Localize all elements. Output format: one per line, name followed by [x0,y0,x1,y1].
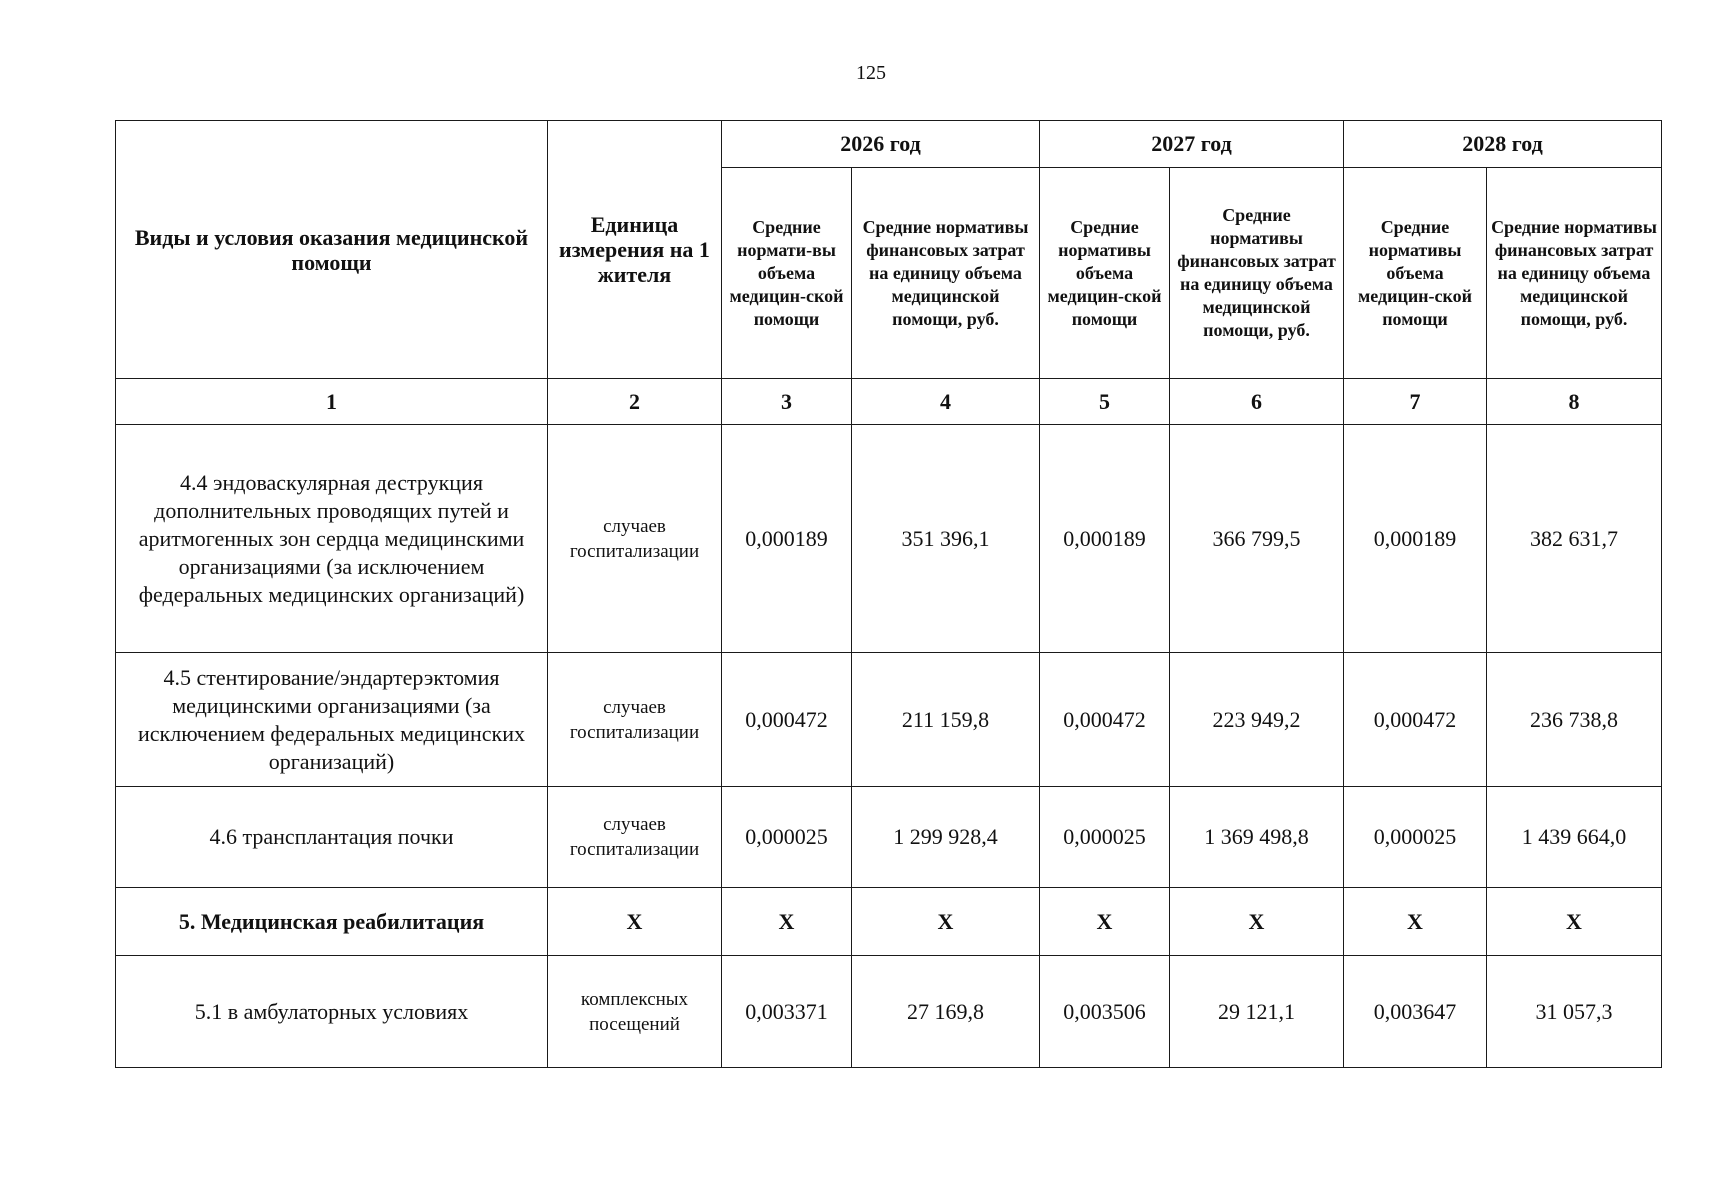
row-value: 0,003647 [1344,956,1487,1068]
column-number-row [116,379,1662,425]
header-row-years [116,121,1662,168]
table-row [116,956,1662,1068]
row-value: 211 159,8 [852,653,1040,787]
table-row [116,425,1662,653]
row-value: 351 396,1 [852,425,1040,653]
row-value: 0,000025 [1344,787,1487,888]
row-value: Х [1170,888,1344,956]
row-value: 1 299 928,4 [852,787,1040,888]
row-value: Х [852,888,1040,956]
row-value: 1 369 498,8 [1170,787,1344,888]
row-value: 0,000472 [722,653,852,787]
row-name: 4.5 стентирование/эндартерэктомия медицинскими организациями (за исключением федеральных медицинских организаций) [116,653,548,787]
row-value: 0,000025 [722,787,852,888]
page-number: 125 [856,62,886,84]
row-name: 4.4 эндоваскулярная деструкция дополнительных проводящих путей и аритмогенных зон сердца медицинскими организациями (за исключением федеральных медицинских организаций) [116,425,548,653]
table-row [116,653,1662,787]
header-cost-2027: Средние нормативы финансовых затрат на единицу объема медицинской помощи, руб. [1170,168,1344,379]
column-number: 1 [116,379,548,425]
row-value: 236 738,8 [1487,653,1662,787]
row-value: 0,000472 [1344,653,1487,787]
header-volume-2027: Средние нормативы объема медицин-ской помощи [1040,168,1170,379]
row-value: 0,000189 [1344,425,1487,653]
row-unit: Х [548,888,722,956]
column-number: 3 [722,379,852,425]
header-kinds: Виды и условия оказания медицинской помощи [116,121,548,379]
norms-table [115,120,1662,1068]
row-name: 4.6 трансплантация почки [116,787,548,888]
row-value: 382 631,7 [1487,425,1662,653]
row-name: 5. Медицинская реабилитация [116,888,548,956]
column-number: 6 [1170,379,1344,425]
column-number: 7 [1344,379,1487,425]
row-unit: случаев госпитализации [548,425,722,653]
row-value: 223 949,2 [1170,653,1344,787]
header-cost-2028: Средние нормативы финансовых затрат на единицу объема медицинской помощи, руб. [1487,168,1662,379]
column-number: 4 [852,379,1040,425]
row-value: 0,003506 [1040,956,1170,1068]
row-value: 1 439 664,0 [1487,787,1662,888]
header-year-2026: 2026 год [722,121,1040,168]
row-name: 5.1 в амбулаторных условиях [116,956,548,1068]
row-value: 0,003371 [722,956,852,1068]
row-unit: случаев госпитализации [548,653,722,787]
header-unit: Единица измерения на 1 жителя [548,121,722,379]
header-year-2028: 2028 год [1344,121,1662,168]
row-value: Х [1487,888,1662,956]
row-value: 29 121,1 [1170,956,1344,1068]
header-volume-2028: Средние нормативы объема медицин-ской помощи [1344,168,1487,379]
header-cost-2026: Средние нормативы финансовых затрат на единицу объема медицинской помощи, руб. [852,168,1040,379]
row-value: 27 169,8 [852,956,1040,1068]
column-number: 2 [548,379,722,425]
header-volume-2026: Средние нормати-вы объема медицин-ской помощи [722,168,852,379]
row-value: 0,000189 [1040,425,1170,653]
row-value: 31 057,3 [1487,956,1662,1068]
row-unit: случаев госпитализации [548,787,722,888]
row-value: Х [1344,888,1487,956]
column-number: 5 [1040,379,1170,425]
row-value: Х [1040,888,1170,956]
row-value: Х [722,888,852,956]
row-value: 0,000025 [1040,787,1170,888]
row-value: 0,000472 [1040,653,1170,787]
row-value: 0,000189 [722,425,852,653]
column-number: 8 [1487,379,1662,425]
row-unit: комплексных посещений [548,956,722,1068]
table-row [116,787,1662,888]
row-value: 366 799,5 [1170,425,1344,653]
header-year-2027: 2027 год [1040,121,1344,168]
table-row-section [116,888,1662,956]
